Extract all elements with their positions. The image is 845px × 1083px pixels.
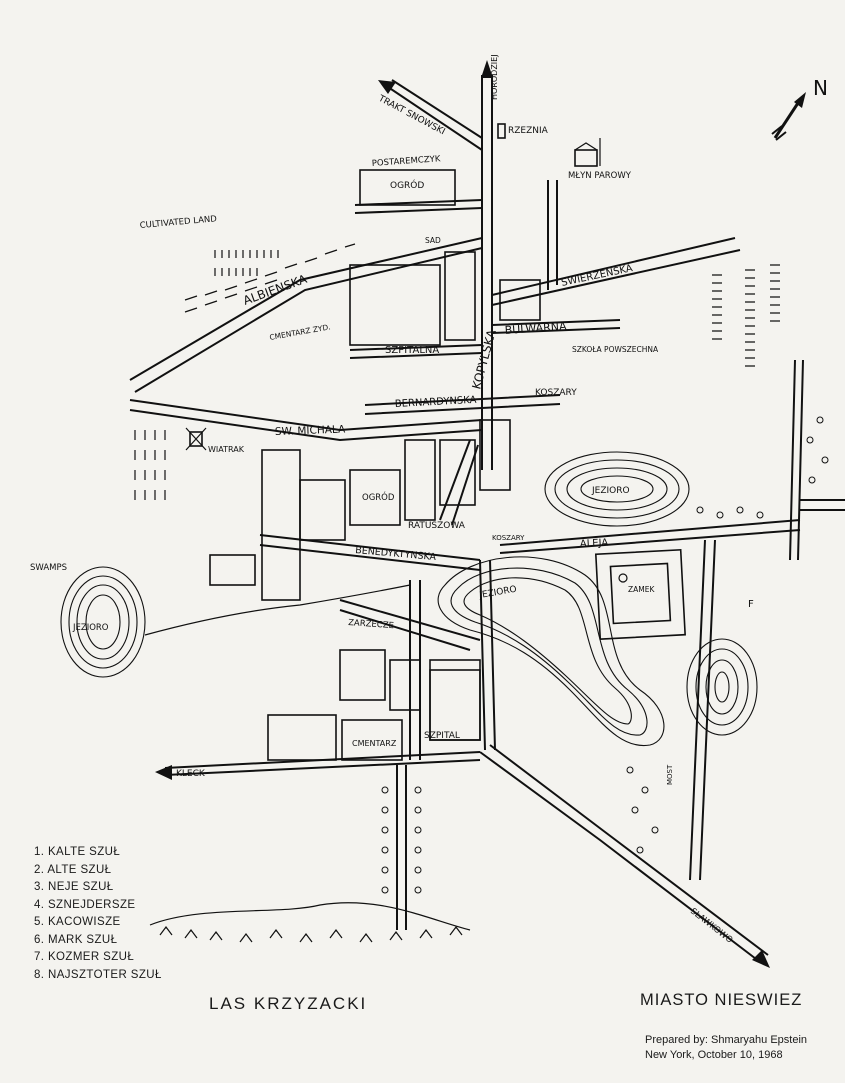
label-f: F [748,599,754,610]
label-swamps: SWAMPS [30,563,68,573]
label-jezioro-1: JEZIORO [592,486,630,496]
label-most: MOST [666,764,674,785]
field-east [712,265,780,366]
credit [645,1033,807,1063]
label-cmentarz-zyd: CMENTARZ ZYD. [268,322,332,342]
label-szpitalna: SZPITALNA [385,345,440,356]
kleck-arrow [155,765,172,780]
label-cmentarz: CMENTARZ [352,739,397,748]
label-cultivated: CULTIVATED LAND [139,214,218,231]
legend-item: 3. NEJE SZUŁ [34,881,114,893]
map-labels [30,54,754,945]
label-rzeznia: RZEZNIA [508,126,548,136]
north-label: N [813,76,828,100]
label-mlyn: MŁYN PAROWY [568,171,631,181]
label-bernardynska: BERNARDYNSKA [394,394,477,410]
label-ogrod-1: OGRÓD [390,181,425,191]
label-aleja: ALEJA [579,537,609,550]
label-ratuszowa: RATUSZOWA [408,521,465,531]
legend-item: 4. SZNEJDERSZE [34,898,136,911]
slawkowo-arrow [752,950,770,968]
north-arrow-icon [772,92,806,140]
mill-building [575,138,600,166]
legend-item: 2. ALTE SZUŁ [34,863,112,876]
map-title: MIASTO NIESWIEZ [640,991,803,1009]
label-sad: SAD [425,236,441,245]
label-zamek: ZAMEK [628,585,655,594]
label-horodziej: HORODZIEJ [490,54,499,100]
legend-item: 8. NAJSZTOTER SZUŁ [34,968,162,981]
lake-west [61,567,145,677]
credit-date: New York, October 10, 1968 [645,1049,783,1061]
legend-item: 6. MARK SZUŁ [34,933,118,946]
label-bulwarna: BULWARNA [504,319,567,337]
label-slawkowo: SŁAWKOWO [688,906,735,946]
label-jezioro-2: JEZIORO [73,623,109,633]
forest-title: LAS KRZYZACKI [209,994,368,1013]
rzeznia-building [498,124,505,138]
label-koszary-1: KOSZARY [535,388,577,398]
credit-author: Prepared by: Shmaryahu Epstein [645,1034,808,1046]
label-jezioro-3: JEZIORO [478,584,518,601]
lake-east [687,639,757,735]
cultivated-land [185,244,355,312]
label-szpital: SZPITAL [424,731,460,741]
label-swmichala: SW. MICHALA [274,423,346,438]
city-blocks [210,170,540,760]
label-benedyktynska: BENEDYKTYNSKA [354,545,437,564]
label-kopylska: KOPYLSKA [469,328,499,391]
legend-item: 5. KACOWISZE [34,916,121,928]
label-albienska: ALBIENSKA [241,271,309,308]
road-network [130,60,845,968]
legend-item: 1. KALTE SZUŁ [34,846,121,858]
field-west [135,430,165,500]
label-postaremczyk: POSTAREMCZYK [371,154,441,169]
legend [34,846,204,986]
label-koszary-2: KOSZARY [492,534,525,542]
trakt-arrow [378,80,396,94]
windmill [186,428,206,450]
label-swierzenska: SWIERZENSKA [560,263,634,289]
label-wiatrak: WIATRAK [208,445,244,454]
label-zarzecze: ZARZECZE [347,618,395,632]
label-ogrod-2: OGRÓD [362,493,395,503]
legend-item: 7. KOZMER SZUŁ [34,951,135,963]
label-trakt: TRAKT SNOWSKI [376,93,447,138]
label-szkola: SZKOŁA POWSZECHNA [572,345,659,354]
label-kleck: KLECK [176,769,205,779]
